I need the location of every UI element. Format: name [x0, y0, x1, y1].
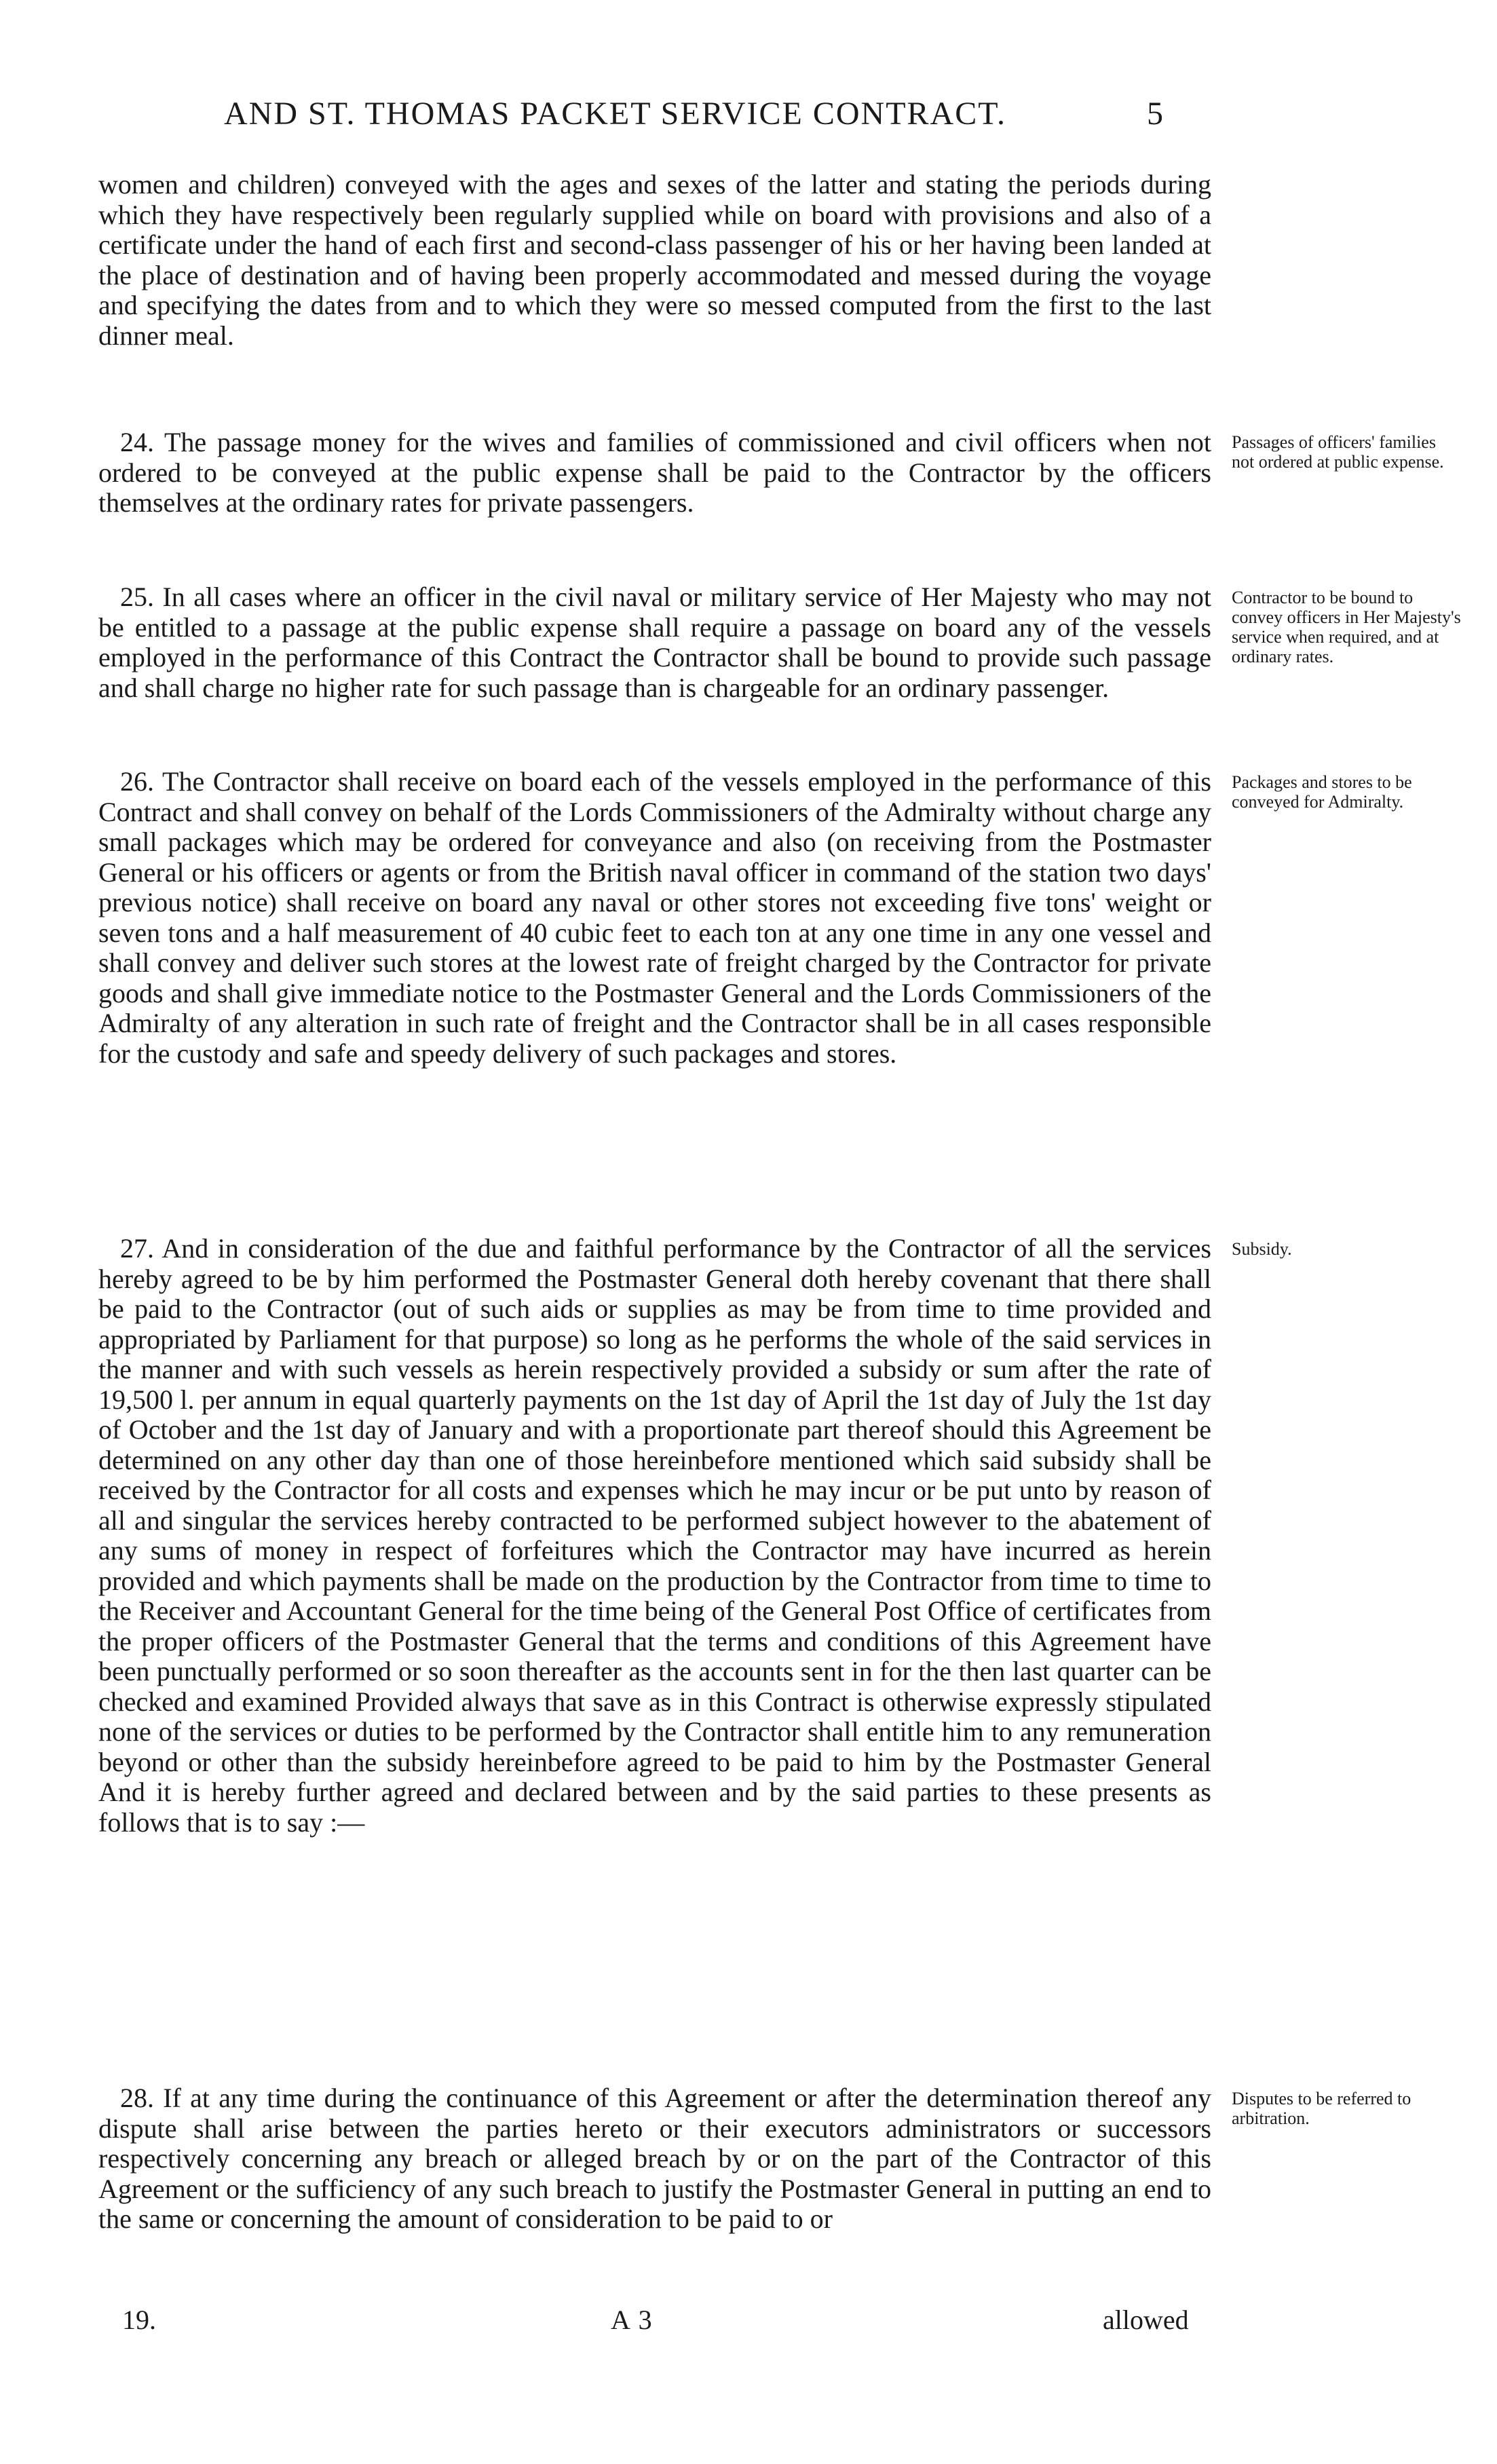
paragraph-text: The passage money for the wives and families of commissioned and civil officers when not ordered to be conveyed at the public expense shall be paid to the Contractor by the officers themselves at the ordinary rates for private passengers. — [98, 427, 1212, 518]
margin-note-passages: Passages of officers' families not ordered at public expense. — [1232, 432, 1444, 472]
paragraph-number: 25. — [120, 582, 154, 612]
margin-note-subsidy: Subsidy. — [1232, 1239, 1292, 1259]
paragraph-number: 26. — [120, 766, 154, 797]
paragraph-24 — [98, 428, 1211, 518]
paragraph-text: In all cases where an officer in the civil naval or military service of Her Majesty who may not be entitled to a passage at the public expense shall require a passage on board any of the vessels employed in the performance of this Contract the Contractor shall be bound to provide such passage and shall charge no higher rate for such passage than is chargeable for an ordinary passenger. — [98, 582, 1211, 703]
catchword: allowed — [1103, 2305, 1189, 2335]
paragraph-number: 28. — [120, 2083, 154, 2113]
page-number: 5 — [1147, 96, 1163, 132]
paragraph-27 — [98, 1234, 1211, 1838]
sheet-number: 19. — [122, 2305, 156, 2335]
paragraph-text: women and children) conveyed with the ages and sexes of the latter and stating the periods during which they have respectively been regularly supplied while on board with provisions and also of a certificate under the hand of each first and second-class passenger of his or her having been landed at the place of destination and of having been properly accommodated and messed during the voyage and specifying the dates from and to which they were so messed computed from the first to the last dinner meal. — [98, 169, 1211, 351]
paragraph-26 — [98, 767, 1211, 1069]
paragraph-text: And in consideration of the due and faithful performance by the Contractor of all the services hereby agreed to be by him performed the Postmaster General doth hereby covenant that there shall be paid to the Contractor (out of such aids or supplies as may be from time to time provided and appropriated by Parliament for that purpose) so long as he performs the whole of the said services in the manner and with such vessels as herein respectively provided a subsidy or sum after the rate of 19,500 l. per annum in equal quarterly payments on the 1st day of April the 1st day of July the 1st day of October and the 1st day of January and with a proportionate part thereof should this Agreement be determined on any other day than one of those hereinbefore mentioned which said subsidy shall be received by the Contractor for all costs and expenses which he may incur or be put unto by reason of all and singular the services hereby contracted to be performed subject however to the abatement of any sums of money in respect of forfeitures which the Contractor may have incurred as herein provided and which payments shall be made on the production by the Contractor from time to time to the Receiver and Accountant General for the time being of the General Post Office of certificates from the proper officers of the Postmaster General that the terms and conditions of this Agreement have been punctually performed or so soon thereafter as the accounts sent in for the then last quarter can be checked and examined Provided always that save as in this Contract is otherwise expressly stipulated none of the services or duties to be performed by the Contractor shall entitle him to any remuneration beyond or other than the subsidy hereinbefore agreed to be paid to him by the Postmaster General And it is hereby further agreed and declared between and by the said parties to these presents as follows that is to say :— — [98, 1233, 1211, 1838]
margin-note-packages: Packages and stores to be conveyed for Admiralty. — [1232, 772, 1412, 812]
paragraph-number: 27. — [120, 1233, 154, 1264]
signature-mark: A 3 — [611, 2305, 653, 2335]
paragraph-number: 24. — [120, 427, 154, 457]
margin-note-contractor-bound: Contractor to be bound to convey officers in Her Majesty's service when required, and at ordinary rates. — [1232, 588, 1461, 666]
running-title: AND ST. THOMAS PACKET SERVICE CONTRACT. — [224, 96, 1006, 132]
paragraph-25 — [98, 582, 1211, 703]
paragraph-text: The Contractor shall receive on board each of the vessels employed in the performance of this Contract and shall convey on behalf of the Lords Commissioners of the Admiralty without charge any small packages which may be ordered for conveyance and also (on receiving from the Postmaster General or his officers or agents or from the British naval officer in command of the station two days' previous notice) shall receive on board any naval or other stores not exceeding five tons' weight or seven tons and a half measurement of 40 cubic feet to each ton at any one time in any one vessel and shall convey and deliver such stores at the lowest rate of freight charged by the Contractor for private goods and shall give immediate notice to the Postmaster General and the Lords Commissioners of the Admiralty of any alteration in such rate of freight and the Contractor shall be in all cases responsible for the custody and safe and speedy delivery of such packages and stores. — [98, 766, 1212, 1069]
paragraph-continuation — [98, 170, 1211, 351]
paragraph-text: If at any time during the continuance of this Agreement or after the determination thereof any dispute shall arise between the parties hereto or their executors administrators or successors respectively concerning any breach or alleged breach by or on the part of the Contractor of this Agreement or the sufficiency of any such breach to justify the Postmaster General in putting an end to the same or concerning the amount of consideration to be paid to or — [98, 2083, 1211, 2234]
paragraph-28 — [98, 2083, 1211, 2235]
margin-note-disputes: Disputes to be referred to arbitration. — [1232, 2089, 1411, 2128]
